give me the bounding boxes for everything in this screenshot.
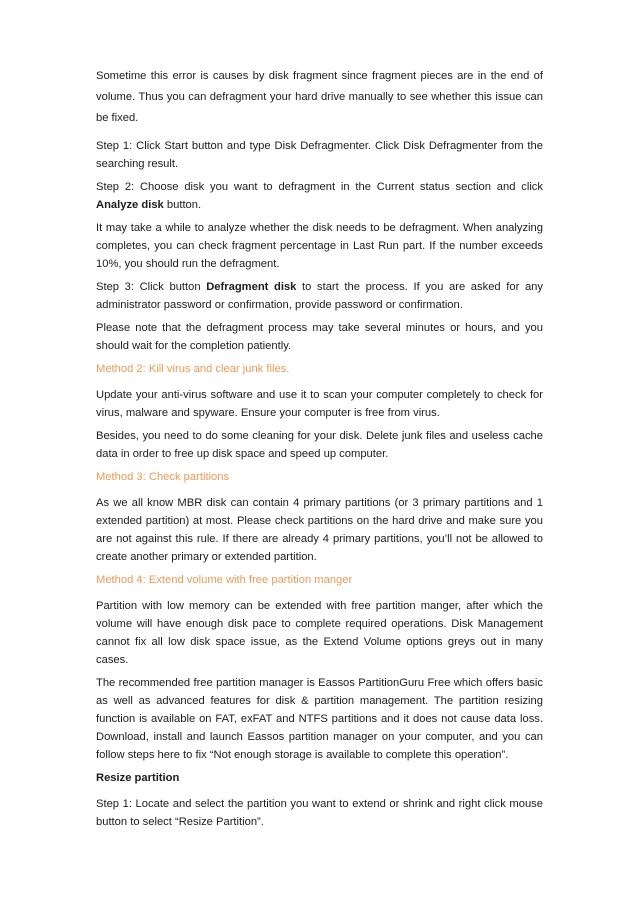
paragraph-line: virus, malware and spyware. Ensure your computer is free from virus. — [96, 407, 440, 419]
paragraph-line: be fixed. — [96, 112, 139, 124]
paragraph-line: create another primary or extended partition. — [96, 551, 317, 563]
paragraph-line: Step 1: Locate and select the partition you want to extend or shrink and right click mouse — [96, 798, 543, 810]
bold-term: Analyze disk — [96, 199, 164, 211]
paragraph-line: volume. Thus you can defragment your hard drive manually to see whether this issue can — [96, 91, 543, 103]
paragraph-line: Partition with low memory can be extended with free partition manger, after which the — [96, 600, 543, 612]
paragraph-line: Download, install and launch Eassos partition manager on your computer, and you can — [96, 731, 543, 743]
paragraph-line: The recommended free partition manager is Eassos PartitionGuru Free which offers basic — [96, 677, 543, 689]
paragraph-line: Step 1: Click Start button and type Disk Defragmenter. Click Disk Defragmenter from the — [96, 140, 543, 152]
paragraph-line: completes, you can check fragment percentage in Last Run part. If the number exceeds — [96, 240, 543, 252]
paragraph-line — [96, 196, 543, 214]
paragraph-step-3 — [96, 278, 543, 314]
paragraph-fragment-cause — [96, 66, 543, 129]
paragraph-line: function is available on FAT, exFAT and NTFS partitions and it does not cause data loss. — [96, 713, 543, 725]
line-text: to start the process. If you are asked for any — [296, 281, 543, 293]
bold-term: Defragment disk — [206, 281, 297, 293]
section-heading-method-3: Method 3: Check partitions — [96, 471, 230, 483]
paragraph-line: It may take a while to analyze whether the disk needs to be defragment. When analyzing — [96, 222, 543, 234]
paragraph-analyze-result — [96, 219, 543, 273]
paragraph-line: cases. — [96, 654, 129, 666]
document-body — [96, 66, 543, 836]
line-text: Step 3: Click button — [96, 281, 207, 293]
paragraph-line: Step 2: Choose disk you want to defragment in the Current status section and click — [96, 181, 543, 193]
paragraph-line: as well as advanced features for disk & partition management. The partition resizing — [96, 695, 543, 707]
paragraph-line: button to select “Resize Partition”. — [96, 816, 264, 828]
subheading-resize-partition: Resize partition — [96, 772, 180, 784]
paragraph-line: should wait for the completion patiently. — [96, 340, 292, 352]
paragraph-line: As we all know MBR disk can contain 4 primary partitions (or 3 primary partitions and 1 — [96, 497, 543, 509]
paragraph-line: are not against this rule. If there are already 4 primary partitions, you’ll not be allowed to — [96, 533, 543, 545]
paragraph-step-1 — [96, 137, 543, 173]
paragraph-line — [96, 278, 543, 296]
paragraph-antivirus — [96, 386, 543, 422]
paragraph-line: 10%, you should run the defragment. — [96, 258, 280, 270]
paragraph-line: administrator password or confirmation, provide password or confirmation. — [96, 299, 463, 311]
paragraph-line: Besides, you need to do some cleaning for your disk. Delete junk files and useless cache — [96, 430, 543, 442]
paragraph-cleaning — [96, 427, 543, 463]
paragraph-line: volume will have enough disk pace to complete required operations. Disk Management — [96, 618, 543, 630]
paragraph-note — [96, 319, 543, 355]
paragraph-line: follow steps here to fix “Not enough storage is available to complete this operation”. — [96, 749, 509, 761]
paragraph-mbr-partitions — [96, 494, 543, 566]
section-heading-method-2: Method 2: Kill virus and clear junk files. — [96, 363, 290, 375]
paragraph-low-memory — [96, 597, 543, 669]
line-text: button. — [163, 199, 202, 211]
paragraph-resize-step-1 — [96, 795, 543, 831]
paragraph-line: Please note that the defragment process may take several minutes or hours, and you — [96, 322, 543, 334]
paragraph-line: extended partition) at most. Please check partitions on the hard drive and make sure you — [96, 515, 543, 527]
section-heading-method-4: Method 4: Extend volume with free partition manger — [96, 574, 353, 586]
paragraph-line: Sometime this error is causes by disk fragment since fragment pieces are in the end of — [96, 70, 543, 82]
paragraph-step-2 — [96, 178, 543, 214]
paragraph-recommended-manager — [96, 674, 543, 764]
paragraph-line: cannot fix all low disk space issue, as the Extend Volume options greys out in many — [96, 636, 543, 648]
paragraph-line: searching result. — [96, 158, 179, 170]
paragraph-line: data in order to free up disk space and speed up computer. — [96, 448, 389, 460]
paragraph-line: Update your anti-virus software and use it to scan your computer completely to check for — [96, 389, 543, 401]
